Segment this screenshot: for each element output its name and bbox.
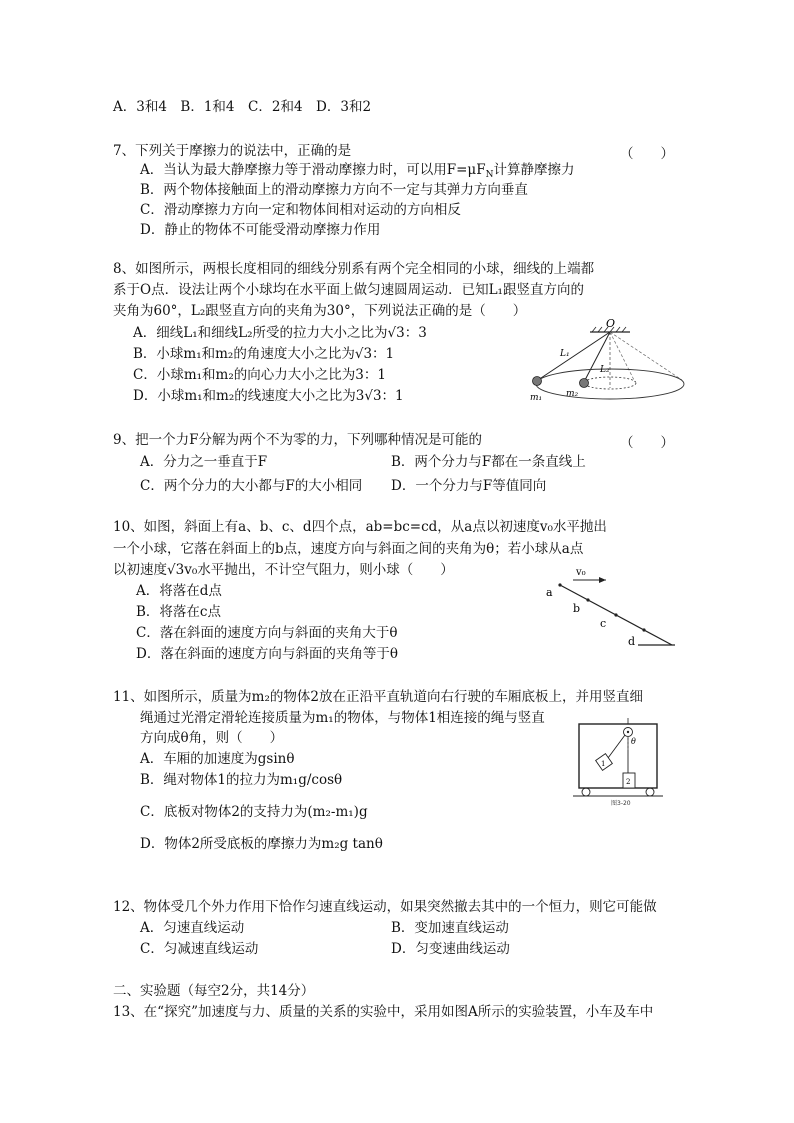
q8-option-d: D．小球m₁和m₂的线速度大小之比为3√3：1 <box>133 388 404 404</box>
ball-m1 <box>533 377 542 386</box>
label-l1: L₁ <box>560 349 570 359</box>
q8-option-b: B．小球m₁和m₂的角速度大小之比为√3：1 <box>133 346 395 362</box>
q7-option-d: D．静止的物体不可能受滑动摩擦力作用 <box>140 222 381 238</box>
point-d <box>642 628 645 631</box>
q7-option-a: A．当认为最大静摩擦力等于滑动摩擦力时，可以用$F=\mu F_N$计算静摩擦力 <box>140 162 575 180</box>
figure-caption: 图3-20 <box>611 800 631 807</box>
ball-m2 <box>580 379 589 388</box>
point-o-label: O <box>606 317 616 330</box>
cone-line-inner <box>610 332 635 382</box>
q7-answer-paren: （ ） <box>620 146 674 162</box>
q10-line-3: 以初速度√3v₀水平抛出，不计空气阻力，则小球（ ） <box>113 562 454 578</box>
q9-option-c: C．两个分力的大小都与F的大小相同 <box>140 478 363 494</box>
q9-stem: 9、把一个力F分解为两个不为零的力，下列哪种情况是可能的 <box>113 432 482 448</box>
label-b: b <box>573 602 581 615</box>
q12-option-c: C．匀减速直线运动 <box>140 941 259 957</box>
label-a: a <box>546 586 553 599</box>
q9-option-d: D．一个分力与F等值同向 <box>391 478 547 494</box>
q11-carriage-figure <box>573 718 663 808</box>
q11-option-b: B．绳对物体1的拉力为m₁g/cosθ <box>140 772 343 788</box>
label-object-2: 2 <box>626 778 631 786</box>
q6-options: A．3和4 B．1和4 C．2和4 D．3和2 <box>113 99 372 115</box>
wheel-left <box>582 788 590 796</box>
pulley-axle <box>627 731 629 733</box>
q11-option-a: A．车厢的加速度为gsinθ <box>140 751 295 767</box>
label-v0: v₀ <box>576 567 586 578</box>
q10-option-b: B．将落在c点 <box>136 604 221 620</box>
q10-option-a: A．将落在d点 <box>136 583 222 599</box>
wheel-right <box>646 788 654 796</box>
label-d: d <box>628 635 636 648</box>
q11-line-1: 11、如图所示，质量为m₂的物体2放在正沿平直轨道向右行驶的车厢底板上，并用竖直细 <box>113 689 643 705</box>
q10-line-2: 一个小球，它落在斜面上的b点，速度方向与斜面之间的夹角为θ；若小球从a点 <box>113 541 584 557</box>
label-m1: m₁ <box>530 393 543 403</box>
q11-option-d: D．物体2所受底板的摩擦力为m₂g tanθ <box>140 836 383 852</box>
point-a <box>558 583 561 586</box>
q7-option-c: C．滑动摩擦力方向一定和物体间相对运动的方向相反 <box>140 202 461 218</box>
q10-option-c: C．落在斜面的速度方向与斜面的夹角大于θ <box>136 625 398 641</box>
label-object-1: 1 <box>601 760 606 768</box>
q8-option-a: A．细线L₁和细线L₂所受的拉力大小之比为√3：3 <box>133 325 427 341</box>
q7-stem: 7、下列关于摩擦力的说法中，正确的是 <box>113 143 352 159</box>
cone-line-right <box>610 332 682 380</box>
velocity-arrow-head <box>599 577 606 583</box>
label-theta: θ <box>631 737 636 746</box>
q11-option-c: C．底板对物体2的支持力为(m₂-m₁)g <box>140 804 368 820</box>
point-c <box>614 613 617 616</box>
q8-line-1: 8、如图所示，两根长度相同的细线分别系有两个完全相同的小球，细线的上端都 <box>113 261 595 277</box>
q9-option-b: B．两个分力与F都在一条直线上 <box>391 454 586 470</box>
q8-line-2: 系于O点．设法让两个小球均在水平面上做匀速圆周运动．已知L₁跟竖直方向的 <box>113 282 584 298</box>
string-to-object-1 <box>608 735 625 758</box>
section-2-heading: 二、实验题（每空2分，共14分） <box>113 983 315 999</box>
q10-option-d: D．落在斜面的速度方向与斜面的夹角等于θ <box>136 646 398 662</box>
q10-incline-figure <box>538 563 676 649</box>
label-l2: L₂ <box>600 365 610 375</box>
q12-stem: 12、物体受几个外力作用下恰作匀速直线运动，如果突然撤去其中的一个恒力，则它可能做 <box>113 899 657 915</box>
q8-pendulum-figure <box>520 318 690 408</box>
q12-option-b: B．变加速直线运动 <box>391 920 509 936</box>
q10-line-1: 10、如图，斜面上有a、b、c、d四个点，ab=bc=cd，从a点以初速度v₀水平抛出 <box>113 519 607 535</box>
q9-answer-paren: （ ） <box>620 435 674 451</box>
q13-line-1: 13、在“探究”加速度与力、质量的关系的实验中，采用如图A所示的实验装置，小车及车中 <box>113 1004 654 1020</box>
carriage-box <box>579 724 657 788</box>
q12-option-a: A．匀速直线运动 <box>140 920 245 936</box>
q8-option-c: C．小球m₁和m₂的向心力大小之比为3：1 <box>133 367 386 383</box>
q9-option-a: A．分力之一垂直于F <box>140 454 268 470</box>
point-b <box>586 598 589 601</box>
q11-line-3: 方向成θ角，则（ ） <box>140 730 284 746</box>
label-m2: m₂ <box>566 389 579 399</box>
q12-option-d: D．匀变速曲线运动 <box>391 941 510 957</box>
label-c: c <box>600 617 607 630</box>
q7-option-b: B．两个物体接触面上的滑动摩擦力方向不一定与其弹力方向垂直 <box>140 182 528 198</box>
q8-line-3: 夹角为60°，L₂跟竖直方向的夹角为30°，下列说法正确的是（ ） <box>113 303 527 319</box>
q11-line-2: 绳通过光滑定滑轮连接质量为m₁的物体，与物体1相连接的绳与竖直 <box>140 710 545 726</box>
